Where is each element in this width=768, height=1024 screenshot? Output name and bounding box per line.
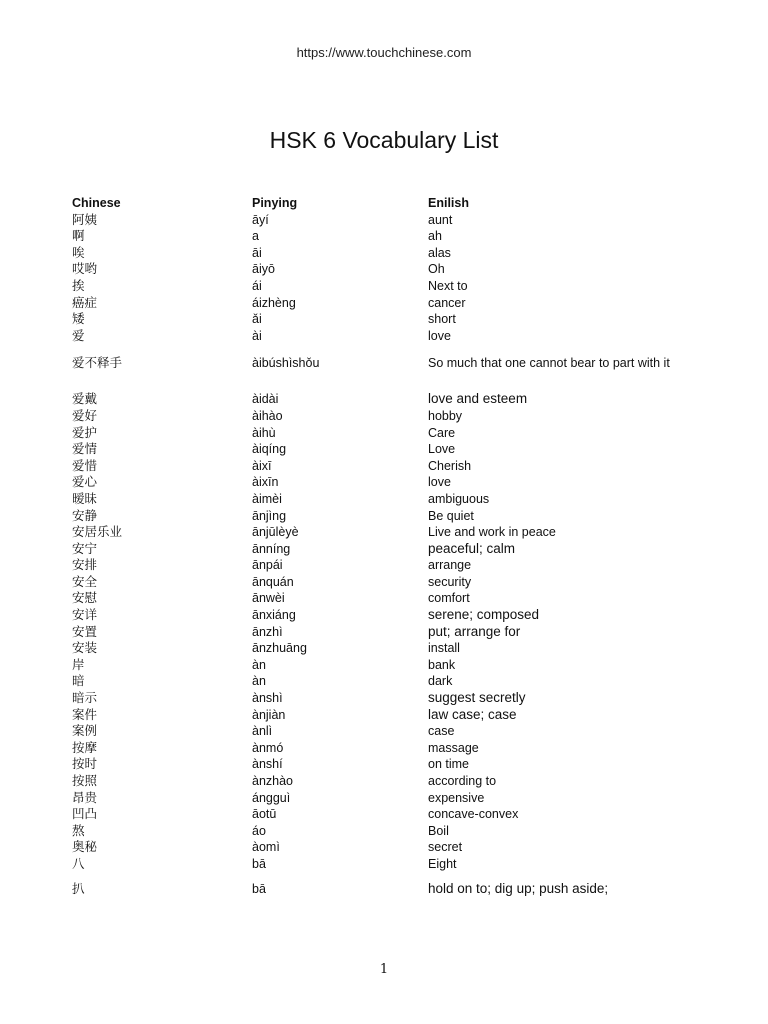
english-cell: secret [428,840,463,855]
table-row [72,856,712,873]
chinese-cell: 岸 [72,657,85,672]
table-row [72,673,712,690]
english-cell: case [428,724,455,739]
chinese-cell: 爱护 [72,425,98,440]
chinese-cell: 案件 [72,707,98,722]
chinese-cell: 爱心 [72,475,98,490]
table-row [72,723,712,740]
chinese-cell: 安排 [72,558,98,573]
table-row [72,508,712,525]
chinese-cell: 爱不释手 [72,356,123,371]
chinese-cell: 安居乐业 [72,525,123,540]
english-cell: massage [428,740,479,755]
chinese-cell: 爱戴 [72,392,98,407]
pinyin-cell: ái [252,278,262,293]
english-cell: according to [428,774,497,788]
english-cell: dark [428,674,453,689]
pinyin-cell: áo [252,823,266,838]
table-row [72,228,712,245]
pinyin-cell: ànlì [252,724,273,739]
pinyin-cell: ānxiáng [252,608,296,623]
pinyin-cell: àixī [252,458,272,473]
table-row [72,590,712,607]
chinese-cell: 熬 [72,823,85,838]
chinese-cell: 八 [72,856,85,871]
english-cell: peaceful; calm [428,540,516,556]
english-cell: ah [428,229,442,244]
english-cell: hobby [428,408,463,423]
table-row [72,261,712,278]
pinyin-cell: àimèi [252,491,282,506]
table-row [72,707,712,724]
pinyin-cell: ānwèi [252,591,285,606]
site-url: https://www.touchchinese.com [296,45,472,60]
chinese-cell: 爱 [72,328,85,343]
english-cell: Care [428,425,456,440]
english-cell: concave-convex [428,807,519,822]
english-cell: bank [428,657,456,672]
table-row [72,607,712,624]
pinyin-cell: bā [252,856,266,871]
pinyin-cell: àibúshìshǒu [252,356,320,371]
table-row [72,491,712,508]
table-row [72,557,712,574]
table-row [72,441,712,458]
chinese-cell: 昂贵 [72,790,98,805]
chinese-cell: 啊 [72,229,85,244]
english-cell: short [428,312,456,327]
english-cell: aunt [428,212,453,227]
english-cell: suggest secretly [428,690,526,706]
chinese-cell: 哎哟 [72,262,98,277]
table-row [72,474,712,491]
pinyin-cell: àiqíng [252,442,287,457]
pinyin-cell: āyí [252,212,269,227]
table-header [72,195,712,212]
column-header-chinese: Chinese [72,196,121,210]
english-cell: alas [428,245,451,260]
pinyin-cell: àidài [252,392,279,407]
table-row [72,328,712,345]
chinese-cell: 按时 [72,757,98,772]
pinyin-cell: ànmó [252,740,284,755]
english-cell: Cherish [428,458,472,473]
chinese-cell: 按摩 [72,740,98,755]
english-cell: Live and work in peace [428,525,556,540]
chinese-cell: 暗示 [72,691,98,706]
table-row [72,524,712,541]
table-row [72,839,712,856]
table-row [72,295,712,312]
chinese-cell: 安装 [72,641,98,656]
page-title: HSK 6 Vocabulary List [269,127,499,154]
pinyin-cell: ānpái [252,558,283,573]
chinese-cell: 奥秘 [72,840,98,855]
english-cell: Love [428,442,456,457]
pinyin-cell: āotū [252,807,277,822]
table-row [72,624,712,641]
chinese-cell: 唉 [72,245,85,260]
pinyin-cell: āi [252,245,262,260]
table-row [72,790,712,807]
chinese-cell: 安慰 [72,591,98,606]
english-cell: love [428,475,451,490]
pinyin-cell: ài [252,328,262,343]
table-row [72,278,712,295]
pinyin-cell: ānníng [252,541,291,556]
table-row [72,212,712,229]
chinese-cell: 安置 [72,624,98,639]
column-header-pinyin: Pinying [252,196,298,210]
table-row [72,823,712,840]
english-cell: on time [428,757,469,772]
table-row [72,311,712,328]
english-cell: love [428,328,451,343]
chinese-cell: 癌症 [72,295,98,310]
chinese-cell: 爱惜 [72,458,98,473]
english-cell: Eight [428,856,457,871]
table-row [72,657,712,674]
english-cell: arrange [428,558,472,573]
english-cell: security [428,574,472,589]
table-row [72,408,712,425]
pinyin-cell: ànshì [252,691,283,706]
table-row [72,773,712,790]
english-cell: ambiguous [428,491,490,506]
chinese-cell: 爱情 [72,442,98,457]
english-cell: love and esteem [428,391,528,407]
table-row [72,806,712,823]
pinyin-cell: ángguì [252,790,291,805]
pinyin-cell: áizhèng [252,295,296,310]
pinyin-cell: ānjūlèyè [252,525,299,540]
english-cell: put; arrange for [428,623,521,639]
table-body [72,212,712,898]
english-cell: cancer [428,295,466,310]
table-row [72,541,712,558]
chinese-cell: 扒 [72,881,85,896]
chinese-cell: 案例 [72,724,98,739]
english-cell: install [428,641,460,656]
chinese-cell: 爱好 [72,408,98,423]
chinese-cell: 安静 [72,508,98,523]
table-row [72,391,712,408]
pinyin-cell: ànzhào [252,774,294,788]
vocabulary-table [72,195,712,897]
table-row [72,690,712,707]
chinese-cell: 安全 [72,574,98,589]
chinese-cell: 按照 [72,774,98,788]
english-cell: Oh [428,262,445,277]
table-row [72,740,712,757]
english-cell: expensive [428,790,485,805]
chinese-cell: 矮 [72,312,85,327]
table-row [72,245,712,262]
english-cell: Next to [428,278,468,293]
english-cell: Be quiet [428,508,474,523]
chinese-cell: 安宁 [72,541,98,556]
table-row [72,640,712,657]
pinyin-cell: bā [252,881,266,896]
chinese-cell: 挨 [72,278,85,293]
pinyin-cell: ānquán [252,574,294,589]
pinyin-cell: àn [252,657,266,672]
chinese-cell: 阿姨 [72,212,98,227]
page-number: 1 [379,962,389,977]
pinyin-cell: ànjiàn [252,707,286,722]
chinese-cell: 凹凸 [72,807,98,822]
pinyin-cell: àihào [252,408,283,423]
english-cell: comfort [428,591,470,606]
table-row [72,756,712,773]
chinese-cell: 安详 [72,608,98,623]
chinese-cell: 暗 [72,674,85,689]
chinese-cell: 暧昧 [72,491,98,506]
english-cell: hold on to; dig up; push aside; [428,880,609,896]
pinyin-cell: ànshí [252,757,283,772]
table-row [72,344,712,383]
pinyin-cell: ānjìng [252,508,287,523]
table-row [72,458,712,475]
pinyin-cell: ǎi [252,312,262,327]
pinyin-cell: àn [252,674,266,689]
pinyin-cell: àihù [252,425,276,440]
pinyin-cell: ānzhuāng [252,641,307,656]
english-cell: serene; composed [428,607,540,623]
pinyin-cell: ānzhì [252,624,283,639]
table-row [72,425,712,442]
table-row [72,574,712,591]
pinyin-cell: àomì [252,840,280,855]
table-row [72,881,712,898]
column-header-english: Enilish [428,196,469,210]
pinyin-cell: āiyō [252,262,275,277]
pinyin-cell: a [252,229,259,244]
english-cell: So much that one cannot bear to part with it [428,356,670,371]
pinyin-cell: àixīn [252,475,279,490]
english-cell: law case; case [428,706,517,722]
english-cell: Boil [428,823,449,838]
